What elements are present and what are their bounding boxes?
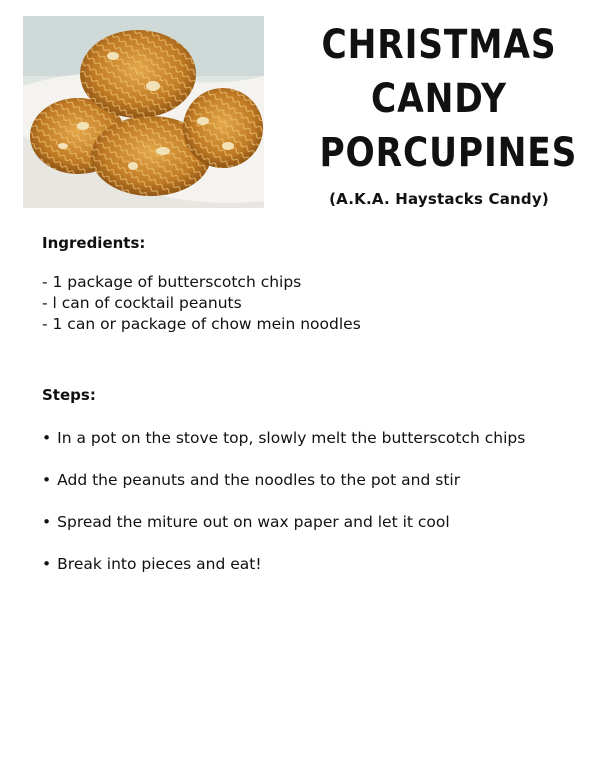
step-item <box>42 554 525 596</box>
steps-list <box>42 428 525 596</box>
ingredient-item: - 1 can or package of chow mein noodles <box>42 315 361 333</box>
step-text: Add the peanuts and the noodles to the pot and stir <box>57 471 461 489</box>
step-item <box>42 470 525 512</box>
ingredient-item: - l can of cocktail peanuts <box>42 294 242 312</box>
recipe-subtitle: (A.K.A. Haystacks Candy) <box>329 190 549 208</box>
step-text: In a pot on the stove top, slowly melt the butterscotch chips <box>57 429 526 447</box>
bullet-icon: • <box>42 429 52 447</box>
title-line-1: CHRISTMAS <box>321 22 557 68</box>
title-line-2: CANDY <box>371 76 507 122</box>
step-text: Break into pieces and eat! <box>57 555 262 573</box>
candy-photo <box>23 16 264 208</box>
haystack-candy-image <box>23 16 264 208</box>
step-item <box>42 512 525 554</box>
steps-heading: Steps: <box>42 386 96 404</box>
bullet-icon: • <box>42 471 52 489</box>
step-item <box>42 428 525 470</box>
step-text: Spread the miture out on wax paper and let it cool <box>57 513 450 531</box>
bullet-icon: • <box>42 555 52 573</box>
ingredients-list <box>42 272 361 335</box>
ingredient-item: - 1 package of butterscotch chips <box>42 273 302 291</box>
title-line-3: PORCUPINES <box>319 130 578 176</box>
ingredients-heading: Ingredients: <box>42 234 146 252</box>
bullet-icon: • <box>42 513 52 531</box>
recipe-title <box>319 18 578 180</box>
